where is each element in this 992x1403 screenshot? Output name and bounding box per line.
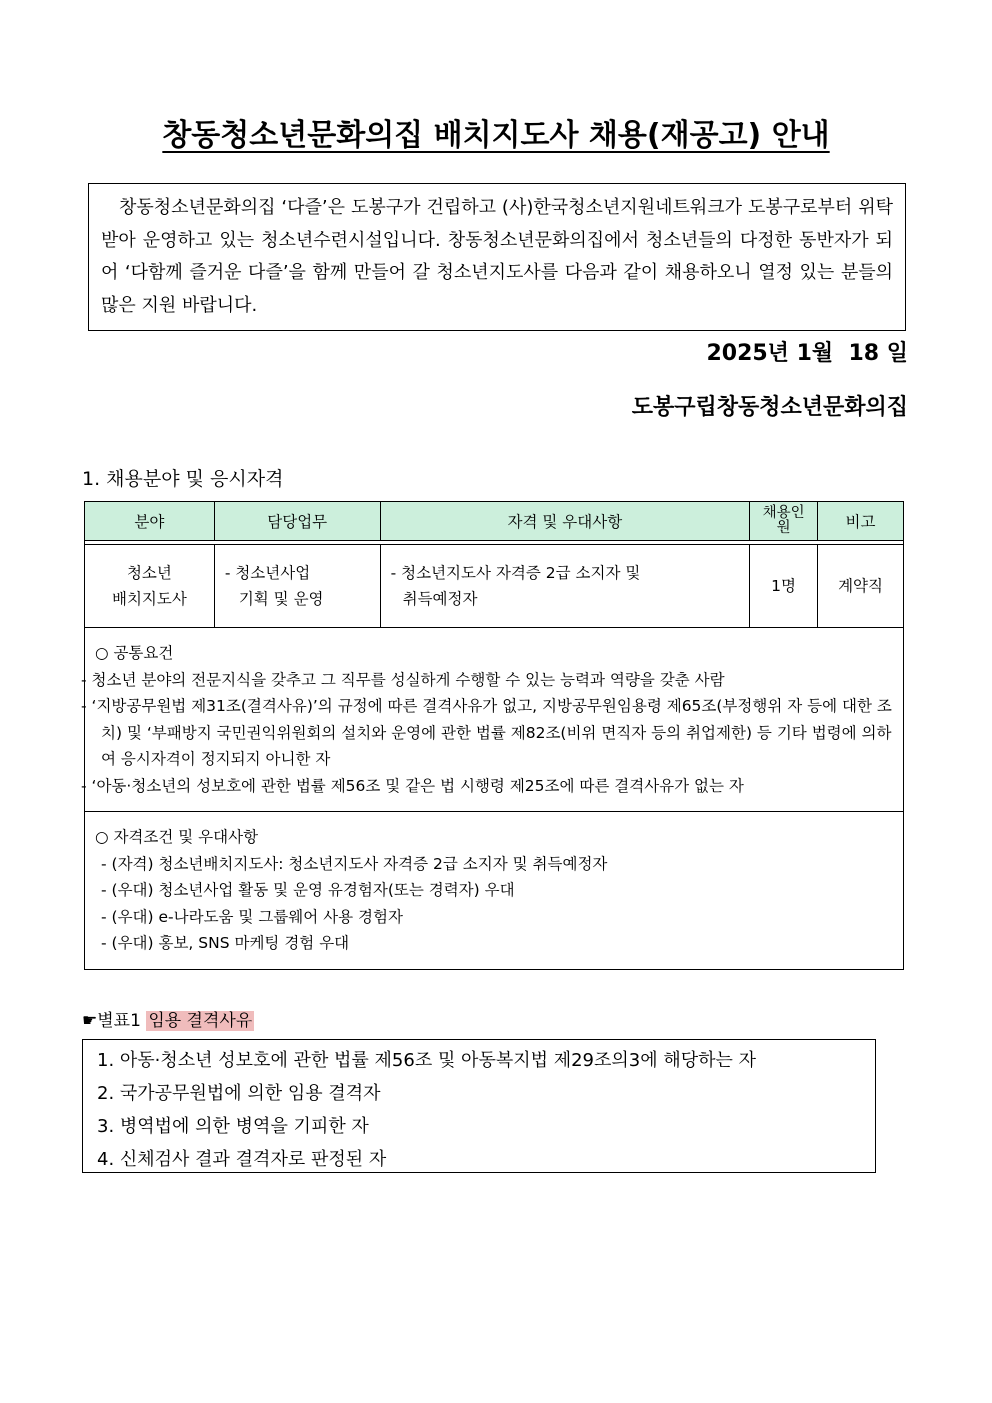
- common-item-3: - ‘아동·청소년의 성보호에 관한 법률 제56조 및 같은 법 시행령 제25조에 따른 결격사유가 없는 자: [81, 776, 744, 795]
- qual-line2: 취득예정자: [402, 590, 478, 608]
- common-requirements-row: [85, 628, 904, 812]
- intro-box: [88, 183, 906, 331]
- header-field: 분야: [85, 502, 215, 541]
- recruitment-table: [81, 501, 904, 970]
- cell-count: 1명: [750, 545, 818, 628]
- section1-heading: 1. 채용분야 및 응시자격: [82, 468, 284, 490]
- duty-line2: 기획 및 운영: [238, 590, 324, 608]
- annex-box: [82, 1039, 876, 1173]
- qualification-item-1: - (자격) 청소년배치지도사: 청소년지도사 자격증 2급 소지자 및 취득예정자: [101, 854, 608, 873]
- cell-duty: [214, 545, 380, 628]
- cell-field: [85, 545, 215, 628]
- field-line1: 청소년: [126, 564, 172, 582]
- common-item-1: - 청소년 분야의 전문지식을 갖추고 그 직무를 성실하게 수행할 수 있는 능력과 역량을 갖춘 사람: [81, 670, 725, 689]
- common-item-2: - ‘지방공무원법 제31조(결격사유)’의 규정에 따른 결격사유가 없고, 지방공무원임용령 제65조(부정행위 자 등에 대한 조치) 및 ‘부패방지 국민권익위원회의 설치와 운영에 관한 법률 제82조(비위 면직자 등의 취업제한) 등 기타 법령에 의하여 응시자격이 정지되지 아니한 자: [81, 697, 892, 768]
- annex-prefix: ☛별표1: [82, 1011, 147, 1031]
- common-heading: ○ 공통요건: [95, 644, 174, 662]
- annex-item-2: 2. 국가공무원법에 의한 임용 결격자: [97, 1083, 381, 1104]
- header-note: 비고: [818, 502, 904, 541]
- annex-item-1: 1. 아동·청소년 성보호에 관한 법률 제56조 및 아동복지법 제29조의3에 해당하는 자: [97, 1050, 757, 1071]
- cell-note: 계약직: [818, 545, 904, 628]
- qualifications-heading: ○ 자격조건 및 우대사항: [95, 828, 259, 846]
- notice-date: 2025년 1월 18 일: [706, 341, 908, 366]
- duty-line1: - 청소년사업: [224, 564, 311, 582]
- qual-line1: - 청소년지도사 자격증 2급 소지자 및: [390, 564, 641, 582]
- annex-heading: [82, 1006, 254, 1031]
- annex-item-4: 4. 신체검사 결과 결격자로 판정된 자: [97, 1149, 387, 1170]
- header-qualification: 자격 및 우대사항: [380, 502, 749, 541]
- intro-text: 창동청소년문화의집 ‘다즐’은 도봉구가 건립하고 (사)한국청소년지원네트워크가 도봉구로부터 위탁받아 운영하고 있는 청소년수련시설입니다. 창동청소년문화의집에서 청소년들의 다정한 동반자가 되어 ‘다함께 즐거운 다즐’을 함께 만들어 갈 청소년지도사를 다음과 같이 채용하오니 열정 있는 분들의 많은 지원 바랍니다.: [101, 197, 893, 316]
- qualification-item-4: - (우대) 홍보, SNS 마케팅 경험 우대: [101, 934, 350, 952]
- qualification-item-2: - (우대) 청소년사업 활동 및 운영 유경험자(또는 경력자) 우대: [101, 881, 515, 899]
- field-line2: 배치지도사: [111, 590, 187, 608]
- page-title-wrap: [0, 110, 992, 154]
- qualification-item-3: - (우대) e-나라도움 및 그룹웨어 사용 경험자: [101, 907, 403, 926]
- header-count-text: 채용인원: [762, 505, 805, 536]
- header-duty: 담당업무: [214, 502, 380, 541]
- annex-item-3: 3. 병역법에 의한 병역을 기피한 자: [97, 1116, 369, 1137]
- qualifications-row: [85, 812, 904, 970]
- header-count: [750, 502, 818, 541]
- annex-title-highlight: 임용 결격사유: [148, 1011, 253, 1031]
- table-row: [85, 545, 904, 628]
- page-title: 창동청소년문화의집 배치지도사 채용(재공고) 안내: [162, 118, 830, 153]
- common-requirements: [81, 628, 904, 812]
- organization-name: 도봉구립창동청소년문화의집: [631, 395, 908, 420]
- cell-qualification: [380, 545, 749, 628]
- qualifications: [85, 812, 904, 970]
- table-header-row: [85, 502, 904, 541]
